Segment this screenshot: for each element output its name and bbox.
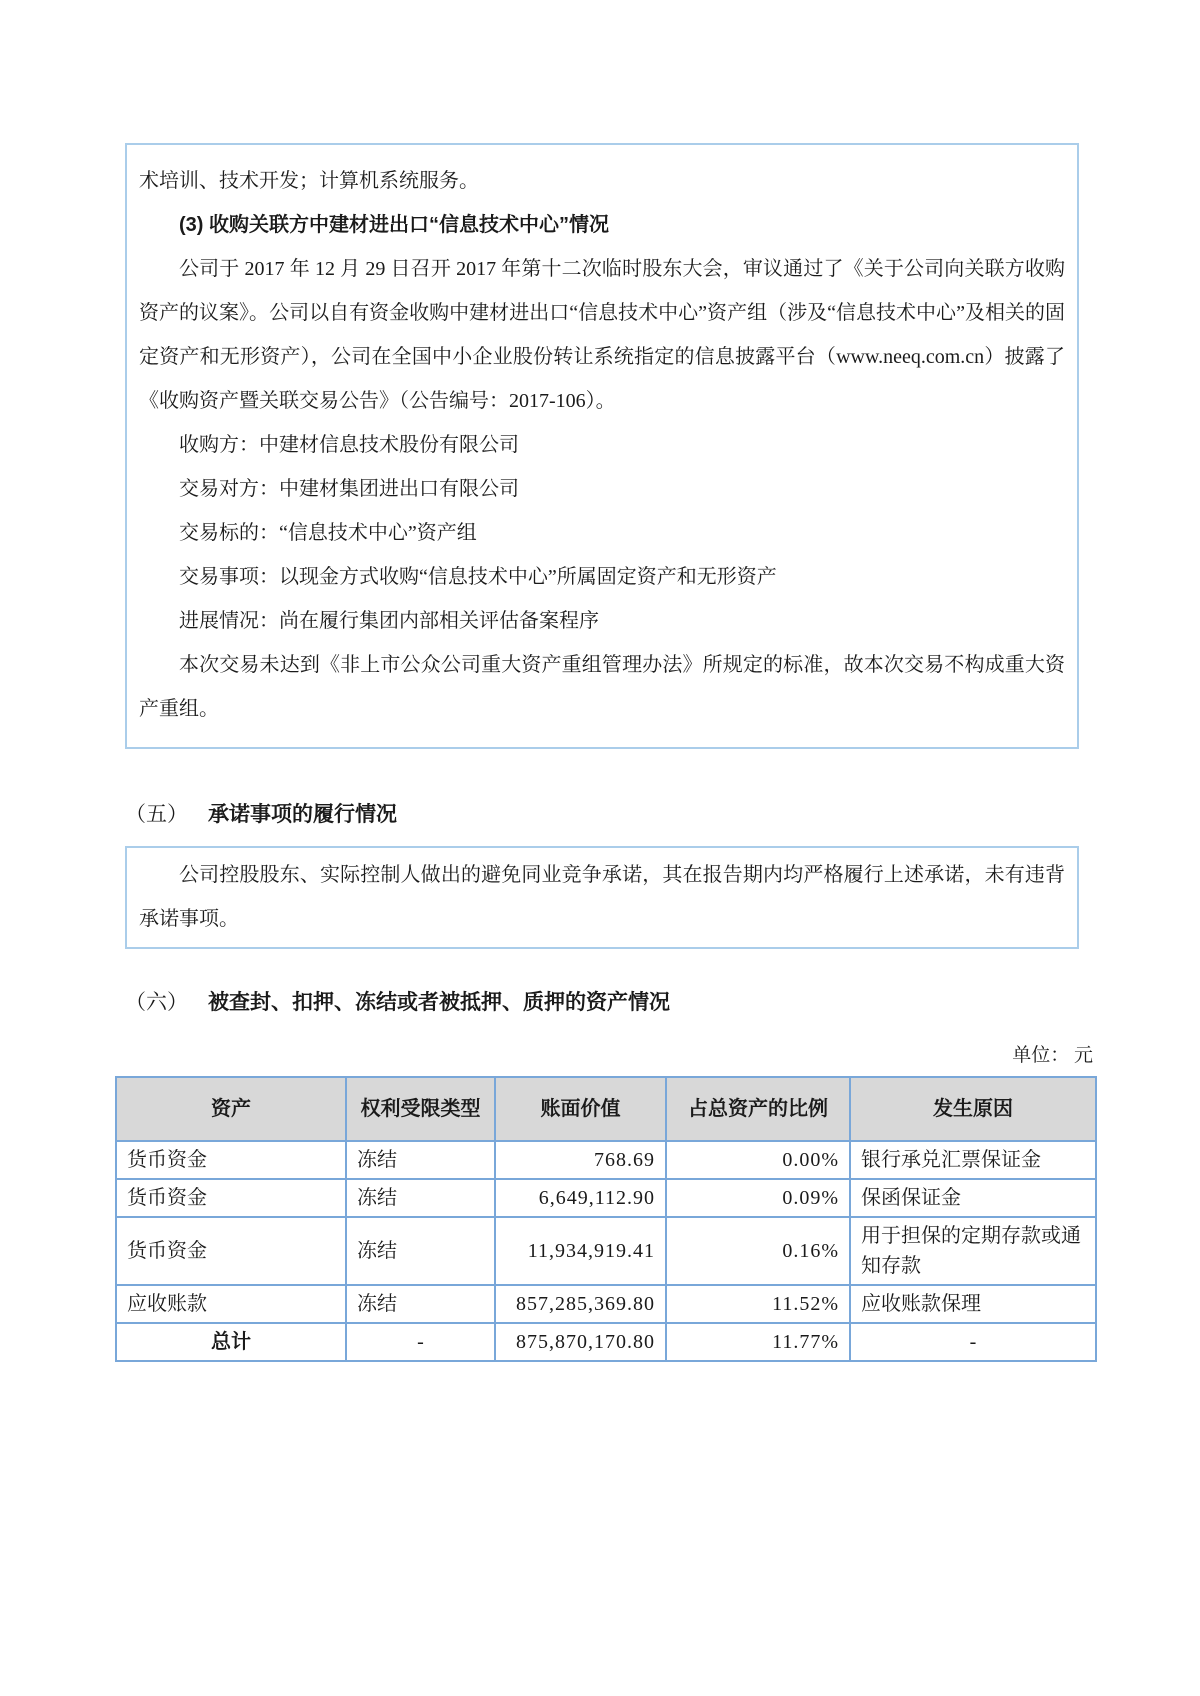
cell-type: 冻结 [346, 1141, 495, 1179]
cell-value: 768.69 [495, 1141, 666, 1179]
section-5-heading [125, 799, 1095, 830]
commitments-paragraph: 公司控股股东、实际控制人做出的避免同业竞争承诺，其在报告期内均严格履行上述承诺，未有违背承诺事项。 [139, 864, 1065, 930]
commitments-box [125, 846, 1079, 949]
conclusion-paragraph: 本次交易未达到《非上市公众公司重大资产重组管理办法》所规定的标准，故本次交易不构成重大资产重组。 [139, 654, 1065, 720]
item-subject: 交易标的：“信息技术中心”资产组 [179, 522, 477, 544]
cell-total-ratio: 11.77% [666, 1323, 850, 1361]
cell-ratio: 0.09% [666, 1179, 850, 1217]
item-acquirer: 收购方：中建材信息技术股份有限公司 [179, 434, 519, 456]
cell-reason: 银行承兑汇票保证金 [850, 1141, 1096, 1179]
cell-ratio: 0.16% [666, 1217, 850, 1285]
unit-label: 单位： 元 [1012, 1045, 1093, 1066]
table-total-row [116, 1323, 1096, 1361]
header-reason: 发生原因 [850, 1077, 1096, 1141]
cell-value: 6,649,112.90 [495, 1179, 666, 1217]
section-6-number: （六） [125, 990, 188, 1014]
cell-reason: 用于担保的定期存款或通知存款 [850, 1217, 1096, 1285]
acquisition-disclosure-box [125, 143, 1079, 749]
section-6-heading [125, 987, 1095, 1018]
table-row [116, 1179, 1096, 1217]
cell-type: 冻结 [346, 1179, 495, 1217]
continuation-line: 术培训、技术开发；计算机系统服务。 [139, 170, 479, 192]
header-book-value: 账面价值 [495, 1077, 666, 1141]
table-row [116, 1217, 1096, 1285]
section-6-title: 被查封、扣押、冻结或者被抵押、质押的资产情况 [208, 991, 670, 1014]
restricted-assets-table [115, 1076, 1097, 1362]
cell-value: 857,285,369.80 [495, 1285, 666, 1323]
cell-reason: 应收账款保理 [850, 1285, 1096, 1323]
table-row [116, 1141, 1096, 1179]
item-progress: 进展情况：尚在履行集团内部相关评估备案程序 [179, 610, 599, 632]
header-ratio: 占总资产的比例 [666, 1077, 850, 1141]
item-transaction: 交易事项：以现金方式收购“信息技术中心”所属固定资产和无形资产 [179, 566, 777, 588]
cell-reason: 保函保证金 [850, 1179, 1096, 1217]
cell-asset: 货币资金 [116, 1179, 346, 1217]
acquisition-paragraph: 公司于 2017 年 12 月 29 日召开 2017 年第十二次临时股东大会，审议通过了《关于公司向关联方收购资产的议案》。公司以自有资金收购中建材进出口“信息技术中心”资产组（涉及“信息技术中心”及相关的固定资产和无形资产），公司在全国中小企业股份转让系统指定的信息披露平台（www.neeq.com.cn）披露了《收购资产暨关联交易公告》（公告编号：2017-106）。 [139, 258, 1065, 412]
page-content [115, 143, 1095, 1362]
cell-asset: 货币资金 [116, 1141, 346, 1179]
table-row [116, 1285, 1096, 1323]
section-5-title: 承诺事项的履行情况 [208, 803, 397, 826]
cell-ratio: 0.00% [666, 1141, 850, 1179]
cell-total-type: - [346, 1323, 495, 1361]
cell-type: 冻结 [346, 1217, 495, 1285]
header-restriction-type: 权利受限类型 [346, 1077, 495, 1141]
cell-total-label: 总计 [116, 1323, 346, 1361]
header-asset: 资产 [116, 1077, 346, 1141]
cell-total-reason: - [850, 1323, 1096, 1361]
cell-total-value: 875,870,170.80 [495, 1323, 666, 1361]
sub-heading-3: (3) 收购关联方中建材进出口“信息技术中心”情况 [179, 214, 609, 236]
item-counterparty: 交易对方：中建材集团进出口有限公司 [179, 478, 519, 500]
table-header-row [116, 1077, 1096, 1141]
section-5-number: （五） [125, 802, 188, 826]
cell-value: 11,934,919.41 [495, 1217, 666, 1285]
cell-asset: 货币资金 [116, 1217, 346, 1285]
cell-ratio: 11.52% [666, 1285, 850, 1323]
cell-asset: 应收账款 [116, 1285, 346, 1323]
cell-type: 冻结 [346, 1285, 495, 1323]
